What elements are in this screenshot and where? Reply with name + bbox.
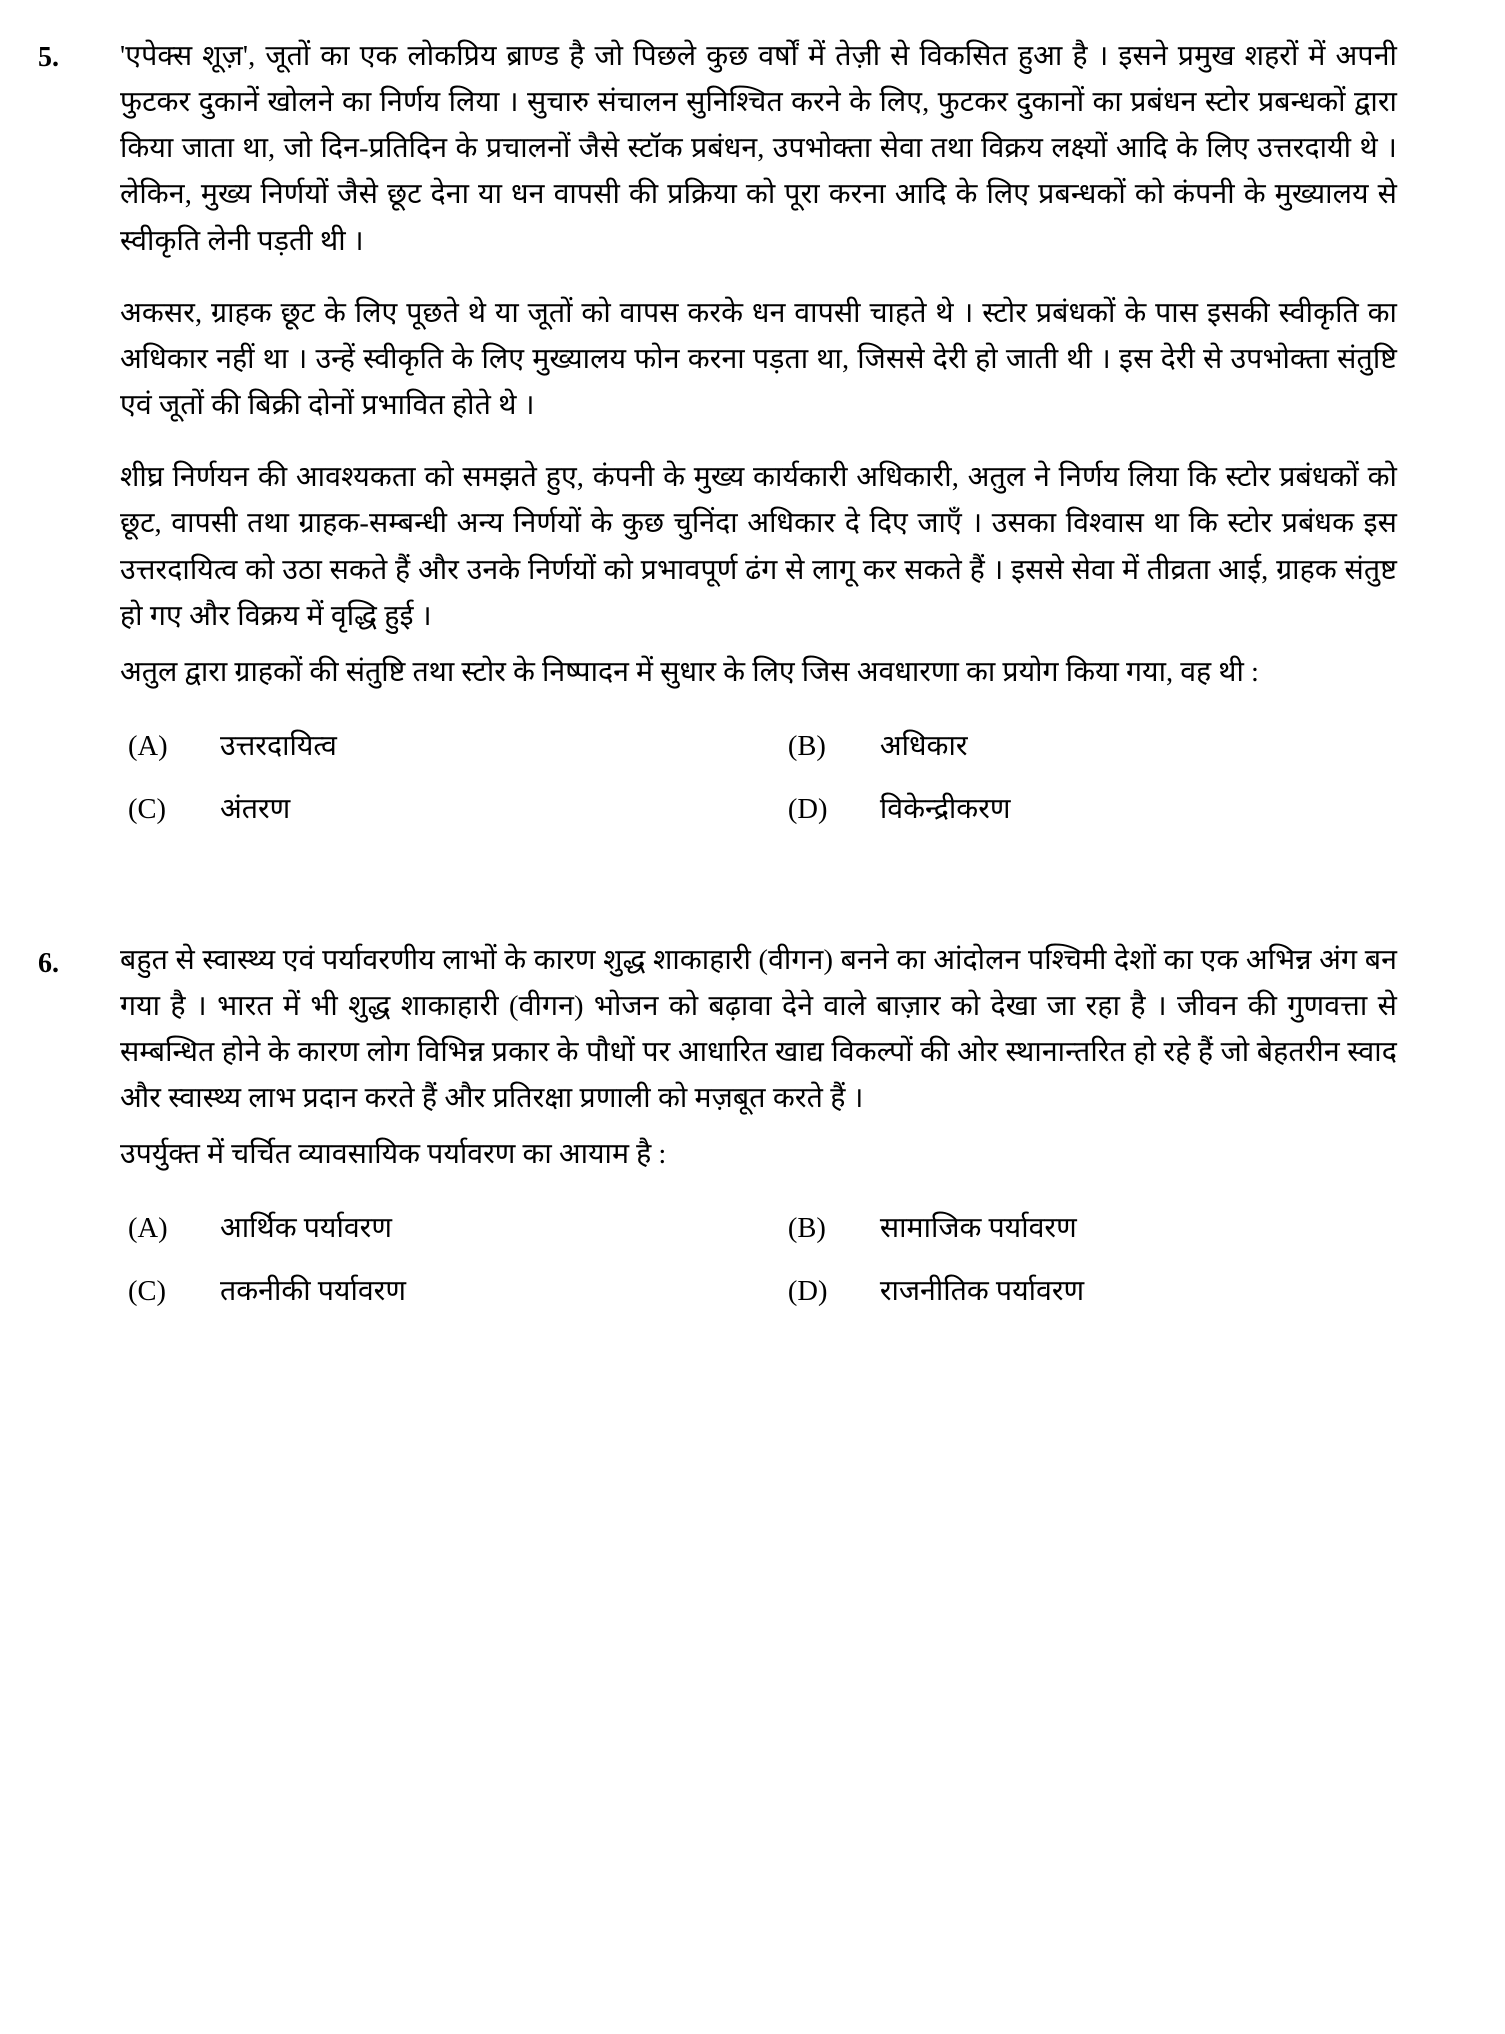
option-c[interactable] [128,1271,788,1314]
option-b-text: सामाजिक पर्यावरण [879,1213,1077,1245]
question-5-stem: अतुल द्वारा ग्राहकों की संतुष्टि तथा स्टोर के निष्पादन में सुधार के लिए जिस अवधारणा का प्रयोग किया गया, वह थी : [120,656,1259,688]
option-a[interactable] [128,1208,788,1251]
question-6-options [128,1208,1397,1314]
option-a-key: (A) [128,1213,168,1245]
option-c-key: (C) [128,1276,166,1308]
option-a-key: (A) [128,731,168,763]
option-c-text: तकनीकी पर्यावरण [220,1276,406,1308]
option-b[interactable] [788,1208,1397,1251]
question-number-5: 5. [38,42,59,73]
option-a-text: आर्थिक पर्यावरण [220,1213,392,1245]
option-d-key: (D) [787,1276,828,1308]
question-block-6 [34,938,1397,1334]
question-separator [34,852,1397,938]
question-body-6 [120,938,1397,1334]
question-6-stem: उपर्युक्त में चर्चित व्यावसायिक पर्यावरण का आयाम है : [120,1139,667,1171]
question-number-6: 6. [38,947,59,979]
option-d-text: राजनीतिक पर्यावरण [879,1276,1085,1308]
option-a-text: उत्तरदायित्व [220,731,337,763]
option-c-key: (C) [128,793,166,825]
option-b-text: अधिकार [879,731,968,763]
option-row [128,726,1397,769]
question-5-options [128,726,1397,832]
option-d[interactable] [788,1271,1397,1314]
option-c[interactable] [128,789,788,832]
option-b[interactable] [788,726,1397,769]
question-5-paragraph-3: शीघ्र निर्णयन की आवश्यकता को समझते हुए, कंपनी के मुख्य कार्यकारी अधिकारी, अतुल ने निर्णय लिया कि स्टोर प्रबंधकों को छूट, वापसी तथा ग्राहक-सम्बन्धी अन्य निर्णयों के कुछ चुनिंदा अधिकार दे दिए जाएँ । उसका विश्वास था कि स्टोर प्रबंधक इस उत्तरदायित्व को उठा सकते हैं और उनके निर्णयों को प्रभावपूर्ण ढंग से लागू कर सकते हैं । इससे सेवा में तीव्रता आई, ग्राहक संतुष्ट हो गए और विक्रय में वृद्धि हुई । [120,462,1397,632]
option-d-key: (D) [787,793,828,825]
option-row [128,1271,1397,1314]
option-row [128,789,1397,832]
question-block-5 [34,34,1397,852]
question-body-5 [120,34,1397,852]
option-b-key: (B) [787,1213,826,1245]
question-5-paragraph-1: 'एपेक्स शूज़', जूतों का एक लोकप्रिय ब्राण्ड है जो पिछले कुछ वर्षों में तेज़ी से विकसित हुआ है । इसने प्रमुख शहरों में अपनी फुटकर दुकानें खोलने का निर्णय लिया । सुचारु संचालन सुनिश्चित करने के लिए, फुटकर दुकानों का प्रबंधन स्टोर प्रबन्धकों द्वारा किया जाता था, जो दिन-प्रतिदिन के प्रचालनों जैसे स्टॉक प्रबंधन, उपभोक्ता सेवा तथा विक्रय लक्ष्यों आदि के लिए उत्तरदायी थे । लेकिन, मुख्य निर्णयों जैसे छूट देना या धन वापसी की प्रक्रिया को पूरा करना आदि के लिए प्रबन्धकों को कंपनी के मुख्यालय से स्वीकृति लेनी पड़ती थी । [120,41,1397,257]
option-row [128,1208,1397,1251]
question-5-paragraph-2: अकसर, ग्राहक छूट के लिए पूछते थे या जूतों को वापस करके धन वापसी चाहते थे । स्टोर प्रबंधकों के पास इसकी स्वीकृति का अधिकार नहीं था । उन्हें स्वीकृति के लिए मुख्यालय फोन करना पड़ता था, जिससे देरी हो जाती थी । इस देरी से उपभोक्ता संतुष्टि एवं जूतों की बिक्री दोनों प्रभावित होते थे । [120,297,1397,422]
option-d[interactable] [788,789,1397,832]
option-b-key: (B) [787,731,826,763]
option-c-text: अंतरण [220,793,291,825]
option-d-text: विकेन्द्रीकरण [879,793,1011,825]
option-a[interactable] [128,726,788,769]
question-6-paragraph-1: बहुत से स्वास्थ्य एवं पर्यावरणीय लाभों के कारण शुद्ध शाकाहारी (वीगन) बनने का आंदोलन पश्चिमी देशों का एक अभिन्न अंग बन गया है । भारत में भी शुद्ध शाकाहारी (वीगन) भोजन को बढ़ावा देने वाले बाज़ार को देखा जा रहा है । जीवन की गुणवत्ता से सम्बन्धित होने के कारण लोग विभिन्न प्रकार के पौधों पर आधारित खाद्य विकल्पों की ओर स्थानान्तरित हो रहे हैं जो बेहतरीन स्वाद और स्वास्थ्य लाभ प्रदान करते हैं और प्रतिरक्षा प्रणाली को मज़बूत करते हैं । [120,944,1397,1114]
